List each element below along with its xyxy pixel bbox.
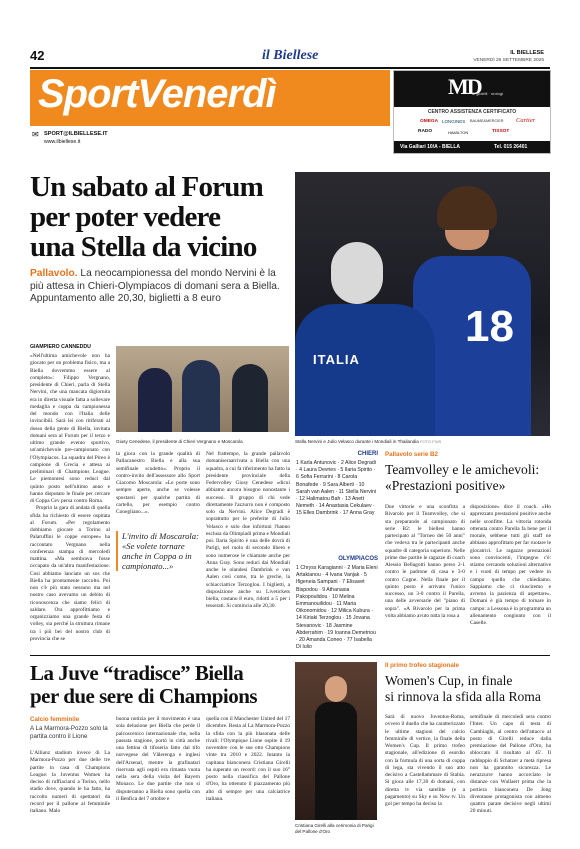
brand-longines: LONGINES — [442, 119, 466, 124]
headline-line: Teamvolley e le amichevoli: — [385, 462, 540, 477]
photo-press-conference — [116, 346, 289, 432]
article3-body-col1 — [30, 750, 110, 844]
article-body-col1 — [30, 353, 110, 653]
caption-text: Stella Nervini e Julio Velasco durante i Mondiali in Thailandia — [295, 439, 419, 444]
brand-cartier: Cartier — [516, 117, 536, 124]
byline: GIAMPIERO CANNEDDU — [30, 344, 91, 350]
paragraph: la gioca con la grande qualità di Pallacanestro Biella e alla sua semifinale scudetto». Proprio il contro-invito dell'assessore allo Sport Giacomo Moscarola: «Le porte sono sempre aperte, anche se volesse spostarsi per qualche partita di cartello, per esempio contro Conegliano...». — [116, 451, 200, 515]
headline-line: «Prestazioni positive» — [385, 478, 506, 493]
headline-line: una Stella da vicino — [30, 231, 257, 263]
paragraph: Sarà di nuovo Juventus-Roma, ovvero il duello che ha caratterizzato le ultime stagioni del calcio femminile di vertice, la finale della Women's Cup. Il primo trofeo stagionale, all'edizione di esordio con la formula di una sorta di coppa di lega, sta vivendo il suo atto decisivo a Castellammare di Stabia. Si gioca alle 17,30 di domani, con diretta tv via satellite (e a pagamento) su Sky e su Now tv. Un gol per tempo ha deciso la — [385, 714, 465, 807]
headline-line: Un sabato al Forum — [30, 171, 263, 203]
photo1-caption: Giusy Cenedese, il presidente di Chieri Vergnano e Moscarola — [116, 439, 243, 444]
article-deck — [30, 268, 292, 306]
girelli-caption: Cristiana Girelli alla cerimonia di Parigi del Pallone d'Oro — [295, 823, 374, 834]
girelli-head — [325, 676, 347, 702]
article3-body-col3 — [206, 716, 290, 844]
issue-date: VENERDÌ 26 SETTEMBRE 2025 — [473, 58, 544, 63]
article4-body-col2 — [470, 714, 551, 844]
paragraph: buona notizia per il movimento è una sola delusione per Biella che perde il palcoscenico internazionale che, nella passata stagione, portò in città anche una fettina di tifoseria fatto dal tifo norvegese del Vålerenga e inglesi dell'Arsenal, mentre la grafinatari riservata agli ospiti era rimasta vuota nella sera della visita del Bayern Monaco. Le due partite che non si disputeranno a Biella sono quella con il Benfica del 7 ottobre e — [116, 716, 200, 802]
coach-body — [295, 304, 435, 436]
masthead: il Biellese — [262, 48, 319, 63]
paragraph: Due vittorie e una sconfitta a Rivarolo per il Teamvolley, che si sta preparando al campionato di serie B2: le biellesi hanno partecipato al "Torneo dei 50 anni" che vedeva tra le partecipanti anche squadre di categoria superiore. Nelle prime due partite le ragazze di coach Alessio Bellagotti hanno perso 2-1 contro le padrone di casa e 3-0 contro Cogne. Nella finale per il quinto posto è arrivato l'unico successo, un 3-0 contro il Parella, una delle avversarie del "piano di sopra". «A Rivarolo per la prima volta abbiamo avuto tutta la rosa a — [385, 504, 465, 619]
person-2 — [182, 360, 220, 432]
roster-team2-players: 1 Chryss Karagianni · 2 Maria Eleni Artakianou · 4 Ivana Vanjak · 5 Ifigeneia Sampani · 7 Elisavet Bispodou · 9 Athanasia Pakopoulidou · 10 Melina Emmanouilidou · 11 Maria Oikonomidou · 12 Milica Kubura · 14 Kiriaki Terzoglou · 15 Jovana Stevanovic · 18 Jasmine Abderrahim · 19 Ioanna Demetriou · 20 Amanda Coneo · 77 Isabella Di Iulio — [296, 565, 378, 651]
section-website[interactable]: www.ilbiellese.it — [44, 139, 81, 145]
deck-text: La neocampionessa del mondo Nervini è la più attesa in Chieri-Olympiacos di domani sera a Biella. Appuntamento alle 20,30, biglietti a 8 euro — [30, 268, 280, 304]
photo-credit: FOTO FIVB — [420, 439, 442, 444]
article3-kicker: Calcio femminile — [30, 716, 80, 723]
brand-baume-mercier: BAUME&MERCIER — [470, 119, 504, 123]
paragraph: semifinale di mercoledì sera contro l'Inter. Un capo di testa di Cambiaghi, al centro dell'attacco al posto di Girelli reduce dalla premiazione del Pallone d'Oro, ha sbloccato il risultato al 45'. Il raddoppio di Schatzer a metà ripresa non ha garantito sicurezza. Le nerazzurre hanno accorciato le distanze con Wullaert prima che la portiera bianconera De Jong diventasse protagonista con almeno quattro parate decisive negli ultimi 20 minuti. — [470, 714, 551, 815]
ad-logo-sub: di gioielli · orologi — [472, 91, 503, 96]
ad-logo: MD — [448, 74, 481, 99]
jeweler-ad[interactable] — [393, 70, 551, 154]
quote-text: L'invito di Moscarola: «Se volete tornare anche in Coppa o in campionato...» — [122, 531, 199, 571]
ad-phone: Tel. 015 26401 — [494, 144, 528, 150]
article3-subdeck: A La Marmora-Pozzo solo la partita contro il Lione — [30, 725, 108, 740]
ad-banner: CENTRO ASSISTENZA CERTIFICATO — [427, 109, 517, 115]
section-email[interactable]: SPORT@ILBIELLESE.IT — [44, 131, 108, 137]
brand-omega: OMEGA — [420, 119, 439, 124]
headline-line: per due sere di Champions — [30, 684, 258, 708]
section-title: SportVenerdì — [38, 72, 276, 116]
mail-icon: ✉ — [32, 130, 39, 139]
paper-name: IL BIELLESE — [510, 50, 544, 56]
brand-tissot: TISSOT — [492, 129, 510, 134]
photo-girelli — [295, 662, 377, 820]
article4-kicker: Il primo trofeo stagionale — [385, 662, 459, 669]
article2-headline — [385, 462, 551, 494]
person-1 — [138, 368, 172, 432]
section-divider — [30, 655, 550, 656]
photo-nervini-velasco — [295, 172, 550, 436]
headline-line: si rinnova la sfida alla Roma — [385, 689, 541, 704]
pull-quote — [116, 531, 200, 571]
page-number: 42 — [30, 48, 45, 63]
headline-line: per poter vedere — [30, 201, 221, 233]
article-body-col2 — [116, 451, 200, 531]
jersey-number: 18 — [465, 302, 514, 351]
article-kicker: Pallavolo. — [30, 268, 78, 279]
coach-head — [331, 242, 383, 304]
article4-body-col1 — [385, 714, 465, 844]
paragraph: Proprio la gara di andata di quella sfida ha richiesto di essere ospitata al Forum. «Per regolamento dobbiamo giocare a Torino al Palaruffini le coppe europee» ha raccontato Vergnano nella conferenza stampa di mercoledì mattina. «Ma sembrava fosse occupato da un'altra manifestazione. Così abbiamo lanciato un sos che Biella ha prontamente raccolto. Poi non c'è più stato nessuno ma nel nostro caso avevamo un debito di riconoscenza che siamo felici di saldare. Ora approfittiamo e organizziamo una grande festa di volley, sia perché la struttura rimane tra i più bei del nostro club di provincia che se — [30, 505, 110, 642]
article2-body-col2 — [470, 504, 551, 648]
brand-hamilton: HAMILTON — [448, 130, 469, 135]
article3-body-col2 — [116, 716, 200, 844]
ad-address: Via Galliari 10/A - BIELLA — [400, 144, 461, 150]
article2-body-col1 — [385, 504, 465, 648]
article-body-col3 — [206, 451, 290, 647]
roster-team1-players: 1 Karla Antunovic · 2 Alice Degradi · 4 Laura Devries · 5 Ilaria Spirito · 6 Sofia Ferrarini · 8 Carola Bonafede · 9 Sara Alberti · 10 Sarah van Aalen · 11 Stella Nervini · 12 Halimatou Bah · 13 Anett Nemeth · 14 Anastasia Cekulaev · 15 Elles Dambrink · 17 Anna Gray — [296, 460, 377, 517]
paragraph: «Nell'ultima amichevole non ha giocato per un problema fisico, ma a Biella dovremmo essere al completo»: Filippo Vergnano, presidente di Chieri, parla di Stella Nervini, che una mancata digiornita era in diretta visuale fatta a sollevare medaglia e coppa da campionessa del mondo con l'Italia delle invincibili. Sarà lei con ritiferati al dosso della gente di Biella, invitata domani sera al Forum per il terzo e ultimo grande evento sportivo, un'amichevole pre-campionato con l'Olympiacos. La squadra del Pireo è campione di Grecia e attesa ai preliminari di Champions League. Le piemontesi sono reduci dal quinto posto nell'ultimo anno e hanno disputato le finale per cercare di Coppa Cev persa contro Roma. — [30, 353, 110, 504]
article4-headline — [385, 673, 551, 705]
paragraph: quella con il Manchester United del 17 dicembre. Resta al La Marmora-Pozzo la sfida con la più blasonata delle rivali: l'Olympique Lione ospite il 19 novembre con le sue otto Champions vinte tra 2010 e 2022. Intanto la capitana bianconera Cristiana Girelli ha superato un record: con il suo 16° posto nella classifica del Pallone d'Oro, ha ottenuto il piazzamento più alto di sempre per una calciatrice italiana. — [206, 716, 290, 802]
roster-team1: CHIERI — [357, 451, 378, 457]
roster-team2: OLYMPIACOS — [338, 556, 378, 562]
article3-headline — [30, 662, 292, 708]
coach-jersey-text: ITALIA — [313, 352, 360, 367]
headline-line: La Juve “tradisce” Biella — [30, 661, 244, 685]
article-headline — [30, 172, 300, 262]
paragraph: disposizione» dice il coach. «Ho apprezzato prestazioni positive anche nelle sconfitte. La vittoria rotonda ottenuta contro Parella fa bene per il morale, sebbene tutti gli staff ne abbiano approfittato per far ruotare le giocatrici. Le ragazze prestazioni sono convincenti, l'impegno c'è: stiamo cercando soluzioni alternative e i vuoti di tempo per vedere in campo quello che chiediamo. Sappiamo che ci riusciremo e avremo la pazienza di aspettare». Domani è già tempo di tornare in campo: a Lessona è in programma un allenamento congiunto con il Caselle. — [470, 504, 551, 626]
girelli-dress — [315, 702, 357, 820]
article2-kicker: Pallavolo serie B2 — [385, 451, 438, 458]
brand-rado: RADO — [418, 129, 433, 134]
headline-line: Women's Cup, in finale — [385, 673, 513, 688]
paragraph: Nel frattempo, la grande pallavolo domaniseraarrivata a Biella con una squadra, a cui fa riferimento ha fatto la presidente provinciale della Federvolley Giusy Cenedese «dicui abbiamo ancora bisogno nonostante i successi. Il gruppo di chi vede direttamente l'azzurro non è composto solo da Nervini. Alice Degradi è soprattutto per le preferite di Julio Velasco e solo due infortuni l'hanno esclusa da Olimpiadi prima e Mondiali poi. Ilaria Spirito è una delle dovrà di Parigi, nel ruolo di secondo libero e sono numerose le chiamate anche per Anna Gray. Sono reduci dai Mondiali anche le olandesi Dambrink e van Aalen così come, tra le greche, la schiacciatrice Terzoglou. I biglietti, a disposizione anche su Livetickets biella, costano 8 euro, ridotti a 5 per i tesserati. Si comincia alle 20,30. — [206, 451, 290, 610]
person-3 — [232, 364, 268, 432]
photo2-caption — [295, 439, 550, 444]
header-rule — [30, 67, 550, 69]
paragraph: L'Allianz stadium invece di La Marmora-Pozzo per due delle tre partite in casa di Champions League: la Juventus Women ha deciso di ruffiaciarsi a Torino, nello stadio dove, quando le ha fatto, ha raccolto numeri di spettatori da record per il pallone al femminile italiano. Malo — [30, 750, 110, 814]
